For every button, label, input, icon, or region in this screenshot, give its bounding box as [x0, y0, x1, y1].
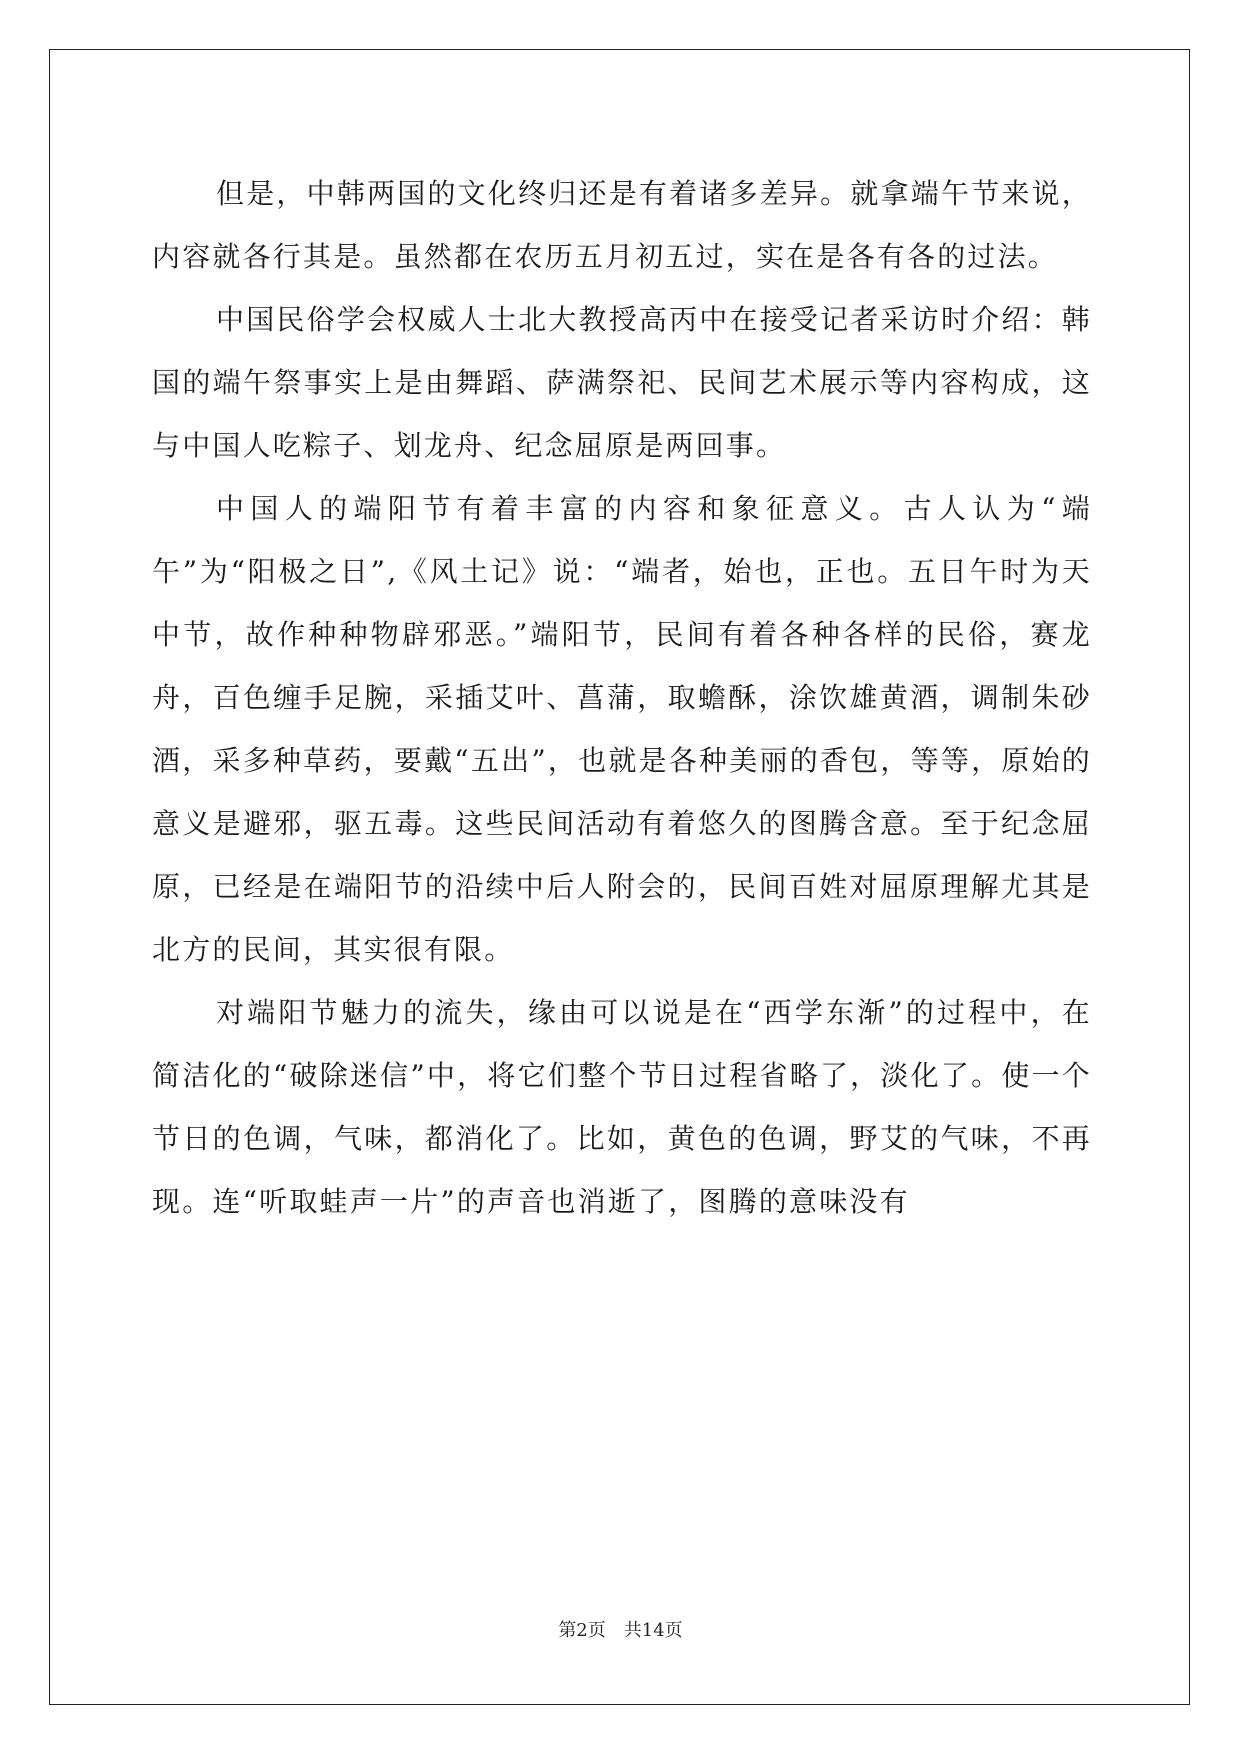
- paragraph: 对端阳节魅力的流失，缘由可以说是在“西学东渐”的过程中，在简洁化的“破除迷信”中，将它们整个节日过程省略了，淡化了。使一个节日的色调，气味，都消化了。比如，黄色的色调，野艾的气味，不再现。连“听取蛙声一片”的声音也消逝了，图腾的意味没有: [152, 996, 1092, 1218]
- paragraph: 中国人的端阳节有着丰富的内容和象征意义。古人认为“端午”为“阳极之日”,《风土记》说：“端者，始也，正也。五日午时为天中节，故作种种物辟邪恶。”端阳节，民间有着各种各样的民俗，赛龙舟，百色缠手足腕，采插艾叶、菖蒲，取蟾酥，涂饮雄黄酒，调制朱砂酒，采多种草药，要戴“五出”，也就是各种美丽的香包，等等，原始的意义是避邪，驱五毒。这些民间活动有着悠久的图腾含意。至于纪念屈原，已经是在端阳节的沿续中后人附会的，民间百姓对屈原理解尤其是北方的民间，其实很有限。: [152, 492, 1092, 966]
- paragraph: 中国民俗学会权威人士北大教授高丙中在接受记者采访时介绍：韩国的端午祭事实上是由舞蹈、萨满祭祀、民间艺术展示等内容构成，这与中国人吃粽子、划龙舟、纪念屈原是两回事。: [152, 303, 1092, 462]
- page-footer: [0, 1616, 1241, 1642]
- paragraph: 但是，中韩两国的文化终归还是有着诸多差异。就拿端午节来说，内容就各行其是。虽然都在农历五月初五过，实在是各有各的过法。: [152, 177, 1092, 273]
- page-total: 共14页: [623, 1620, 683, 1641]
- page-number: 第2页: [558, 1620, 606, 1641]
- document-body: [152, 162, 1092, 1233]
